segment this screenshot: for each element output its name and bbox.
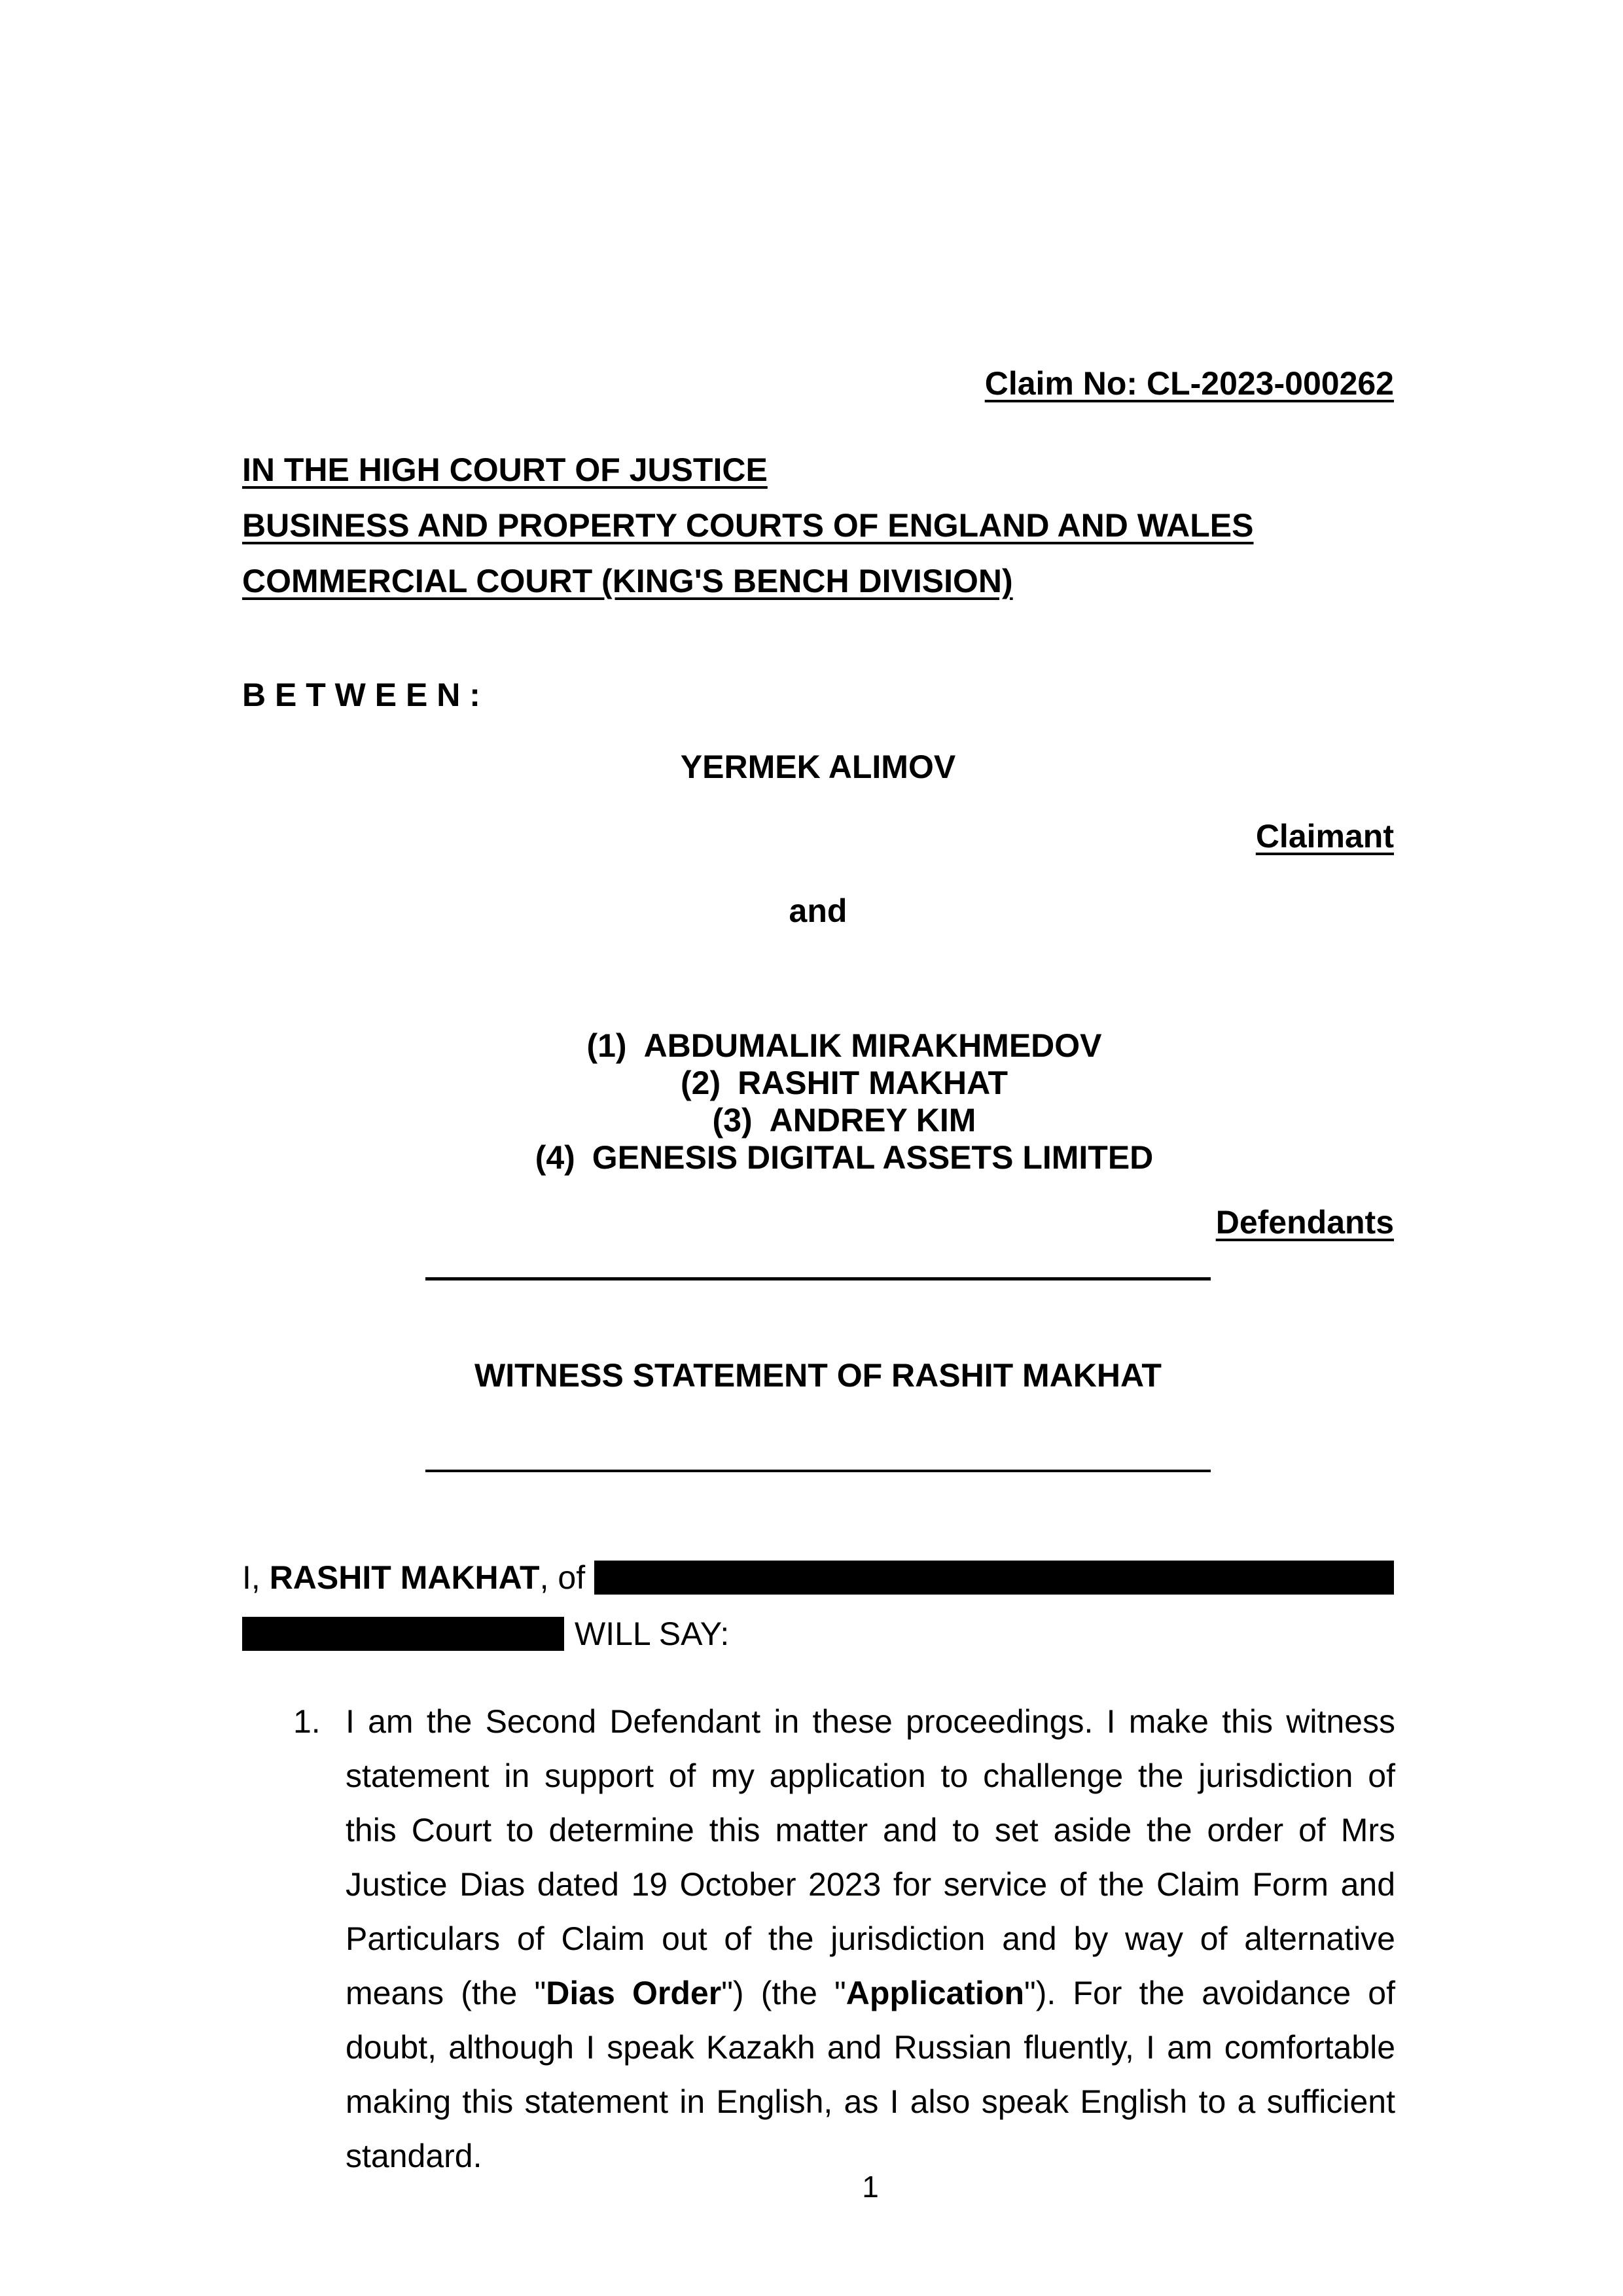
defendant-name: GENESIS DIGITAL ASSETS LIMITED [592, 1139, 1154, 1176]
divider-line-top [425, 1277, 1211, 1280]
defendant-number: (2) [680, 1065, 721, 1101]
defendants-label: Defendants [1215, 1204, 1394, 1241]
paragraph-text: I am the Second Defendant in these proceedings. I make this witness statement in support of my application to challenge the jurisdiction of this Court to determine this matter and to set aside the order of Mrs Justice Dias dated 19 October 2023 for service of the Claim Form and Particulars of Claim out of the jurisdiction and by way of alternative means (the "Dias Order") (the "Application"). For the avoidance of doubt, although I speak Kazakh and Russian fluently, I am comfortable making this statement in English, as I also speak English to a sufficient standard. [346, 1703, 1396, 2174]
page-number: 1 [862, 2170, 879, 2204]
defendant-item [294, 1027, 1394, 1065]
intro-line-1 [242, 1557, 1394, 1598]
defendant-item [294, 1065, 1394, 1102]
court-header-line: BUSINESS AND PROPERTY COURTS OF ENGLAND AND WALES [242, 507, 1254, 544]
claim-number [242, 364, 1394, 403]
court-header-line: COMMERCIAL COURT (KING'S BENCH DIVISION) [242, 563, 1013, 599]
court-header [242, 442, 1394, 609]
witness-name: RASHIT MAKHAT [269, 1559, 540, 1596]
redaction-bar [594, 1561, 1394, 1595]
term-application: Application [846, 1975, 1024, 2011]
will-say-label: WILL SAY: [575, 1616, 730, 1652]
divider-line-bottom [425, 1470, 1211, 1472]
paragraph-1 [293, 1695, 1395, 2183]
claimant-name: YERMEK ALIMOV [680, 749, 956, 785]
defendants-list [242, 1027, 1394, 1176]
term-dias-order: Dias Order [546, 1975, 722, 2011]
claim-number-text: Claim No: CL-2023-000262 [984, 365, 1394, 402]
redaction-bar [242, 1617, 564, 1651]
defendant-name: ABDUMALIK MIRAKHMEDOV [643, 1027, 1102, 1064]
defendant-name: RASHIT MAKHAT [738, 1065, 1008, 1101]
claimant-label: Claimant [1255, 818, 1394, 855]
intro-line-2 [242, 1614, 1394, 1654]
court-header-line: IN THE HIGH COURT OF JUSTICE [242, 451, 768, 488]
intro-text: I, RASHIT MAKHAT, of [242, 1559, 586, 1596]
statement-title: WITNESS STATEMENT OF RASHIT MAKHAT [474, 1357, 1162, 1394]
defendant-item [294, 1139, 1394, 1176]
defendant-number: (3) [712, 1102, 753, 1139]
defendant-number: (4) [535, 1139, 575, 1176]
defendant-number: (1) [586, 1027, 627, 1064]
paragraph-number: 1. [293, 1703, 321, 1740]
defendant-item [294, 1102, 1394, 1139]
defendant-name: ANDREY KIM [769, 1102, 976, 1139]
and-separator: and [789, 892, 847, 929]
between-label: B E T W E E N : [242, 677, 480, 713]
